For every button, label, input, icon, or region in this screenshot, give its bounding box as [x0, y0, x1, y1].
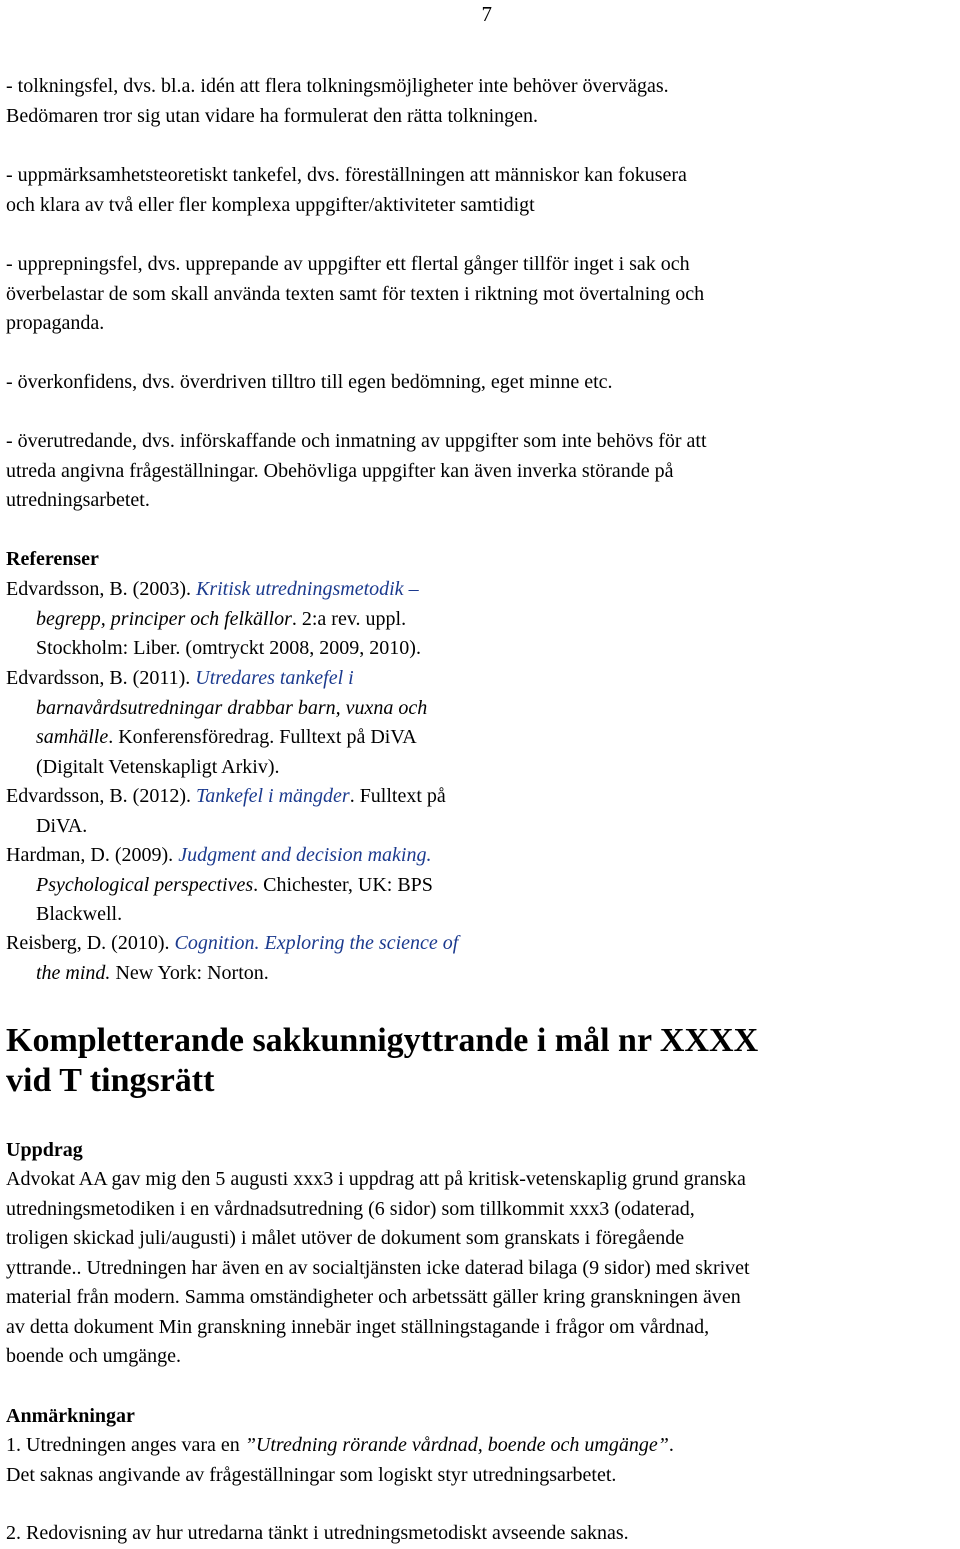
text-line: utredningsmetodiken i en vårdnadsutredning (6 sidor) som tillkommit xxx3 (odaterad, [6, 1197, 695, 1220]
text-line: Det saknas angivande av frågeställningar som logiskt styr utredningsarbetet. [6, 1463, 617, 1486]
ref-title: Psychological perspectives [36, 873, 254, 896]
text-line: 2. Redovisning av hur utredarna tänkt i utredningsmetodiskt avseende saknas. [6, 1522, 629, 1544]
ref-title: the mind. [36, 961, 111, 984]
text-line: - upprepningsfel, dvs. upprepande av uppgifter ett flertal gånger tillför inget i sak och [6, 253, 690, 275]
text-line: boende och umgänge. [6, 1345, 181, 1367]
ref-detail: Stockholm: Liber. (omtryckt 2008, 2009, 2010). [36, 637, 421, 659]
page-number: 7 [481, 2, 492, 26]
references-heading: Referenser [6, 548, 99, 570]
text-line: och klara av två eller fler komplexa uppgifter/aktiviteter samtidigt [6, 193, 535, 216]
text-line: - uppmärksamhetsteoretiskt tankefel, dvs. föreställningen att människor kan fokusera [6, 164, 687, 186]
ref-detail: . Konferensföredrag. Fulltext på DiVA [108, 726, 417, 748]
reference-edvardsson-2012 [6, 782, 446, 841]
text-line: överbelastar de som skall använda texten samt för texten i riktning mot övertalning och [6, 282, 705, 305]
section-title-line: vid T tingsrätt [6, 1062, 215, 1099]
text-line: Bedömaren tror sig utan vidare ha formulerat den rätta tolkningen. [6, 104, 539, 127]
ref-title-link[interactable]: Tankefel i mängder [195, 785, 350, 807]
text-line: 1. Utredningen anges vara en [6, 1434, 245, 1456]
quoted-title: ”Utredning rörande vårdnad, boende och umgänge” [244, 1434, 669, 1456]
text-line: av detta dokument Min granskning innebär inget ställningstagande i frågor om vårdnad, [6, 1315, 710, 1338]
error-item-tolkningsfel [6, 72, 960, 131]
text-line: yttrande.. Utredningen har även en av socialtjänsten icke daterad bilaga (9 sidor) med skrivet [6, 1256, 750, 1279]
ref-detail: . Chichester, UK: BPS [253, 873, 433, 896]
anmarkning-item-2 [6, 1519, 960, 1549]
text-line: troligen skickad juli/augusti) i målet utöver de dokument som granskats i föregående [6, 1227, 685, 1249]
text-line: - överutredande, dvs. införskaffande och inmatning av uppgifter som inte behövs för att [6, 430, 707, 452]
error-item-upprepningsfel [6, 250, 960, 339]
anmarkningar-heading: Anmärkningar [6, 1405, 135, 1427]
uppdrag-paragraph [6, 1165, 960, 1372]
section-title-line: Kompletterande sakkunnigyttrande i mål nr XXXX [6, 1022, 759, 1059]
ref-detail: DiVA. [36, 814, 88, 837]
ref-title-link[interactable]: Utredares tankefel i [195, 667, 354, 689]
ref-title: samhälle [36, 726, 109, 748]
ref-title: barnavårdsutredningar drabbar barn, vuxna och [36, 696, 428, 719]
anmarkning-item-1 [6, 1431, 960, 1490]
ref-author: Reisberg, D. (2010). [6, 932, 175, 954]
section-title [6, 1021, 758, 1101]
text-line: - överkonfidens, dvs. överdriven tilltro till egen bedömning, eget minne etc. [6, 371, 613, 393]
uppdrag-heading: Uppdrag [6, 1139, 83, 1161]
text-line: material från modern. Samma omständigheter och arbetssätt gäller kring granskningen även [6, 1286, 741, 1308]
text-line: - tolkningsfel, dvs. bl.a. idén att flera tolkningsmöjligheter inte behöver övervägas. [6, 75, 669, 97]
ref-author: Edvardsson, B. (2003). [6, 578, 196, 600]
reference-edvardsson-2003 [6, 575, 421, 664]
text-line: . [668, 1434, 674, 1456]
error-item-overutredande [6, 427, 960, 516]
ref-title-link[interactable]: Kritisk utredningsmetodik – [195, 578, 419, 600]
ref-detail: (Digitalt Vetenskapligt Arkiv). [36, 755, 280, 778]
ref-author: Edvardsson, B. (2011). [6, 667, 196, 689]
ref-title: begrepp, principer och felkällor [36, 607, 292, 630]
text-line: utredningsarbetet. [6, 489, 150, 511]
ref-title-link[interactable]: Cognition. Exploring the science of [174, 932, 459, 954]
error-item-uppmarksamhet [6, 161, 960, 220]
ref-detail: . 2:a rev. uppl. [291, 607, 407, 630]
ref-title-link[interactable]: Judgment and decision making. [178, 844, 432, 866]
ref-author: Hardman, D. (2009). [6, 844, 179, 866]
ref-detail: New York: Norton. [110, 961, 269, 984]
text-line: propaganda. [6, 312, 105, 334]
ref-detail: . Fulltext på [349, 785, 446, 807]
text-line: utreda angivna frågeställningar. Obehövliga uppgifter kan även inverka störande på [6, 459, 674, 482]
error-item-overkonfidens [6, 368, 960, 398]
reference-reisberg-2010 [6, 929, 458, 988]
text-line: Advokat AA gav mig den 5 augusti xxx3 i uppdrag att på kritisk-vetenskaplig grund granska [6, 1168, 746, 1190]
ref-detail: Blackwell. [36, 903, 123, 925]
reference-hardman-2009 [6, 841, 433, 930]
ref-author: Edvardsson, B. (2012). [6, 785, 196, 807]
reference-edvardsson-2011 [6, 664, 427, 782]
